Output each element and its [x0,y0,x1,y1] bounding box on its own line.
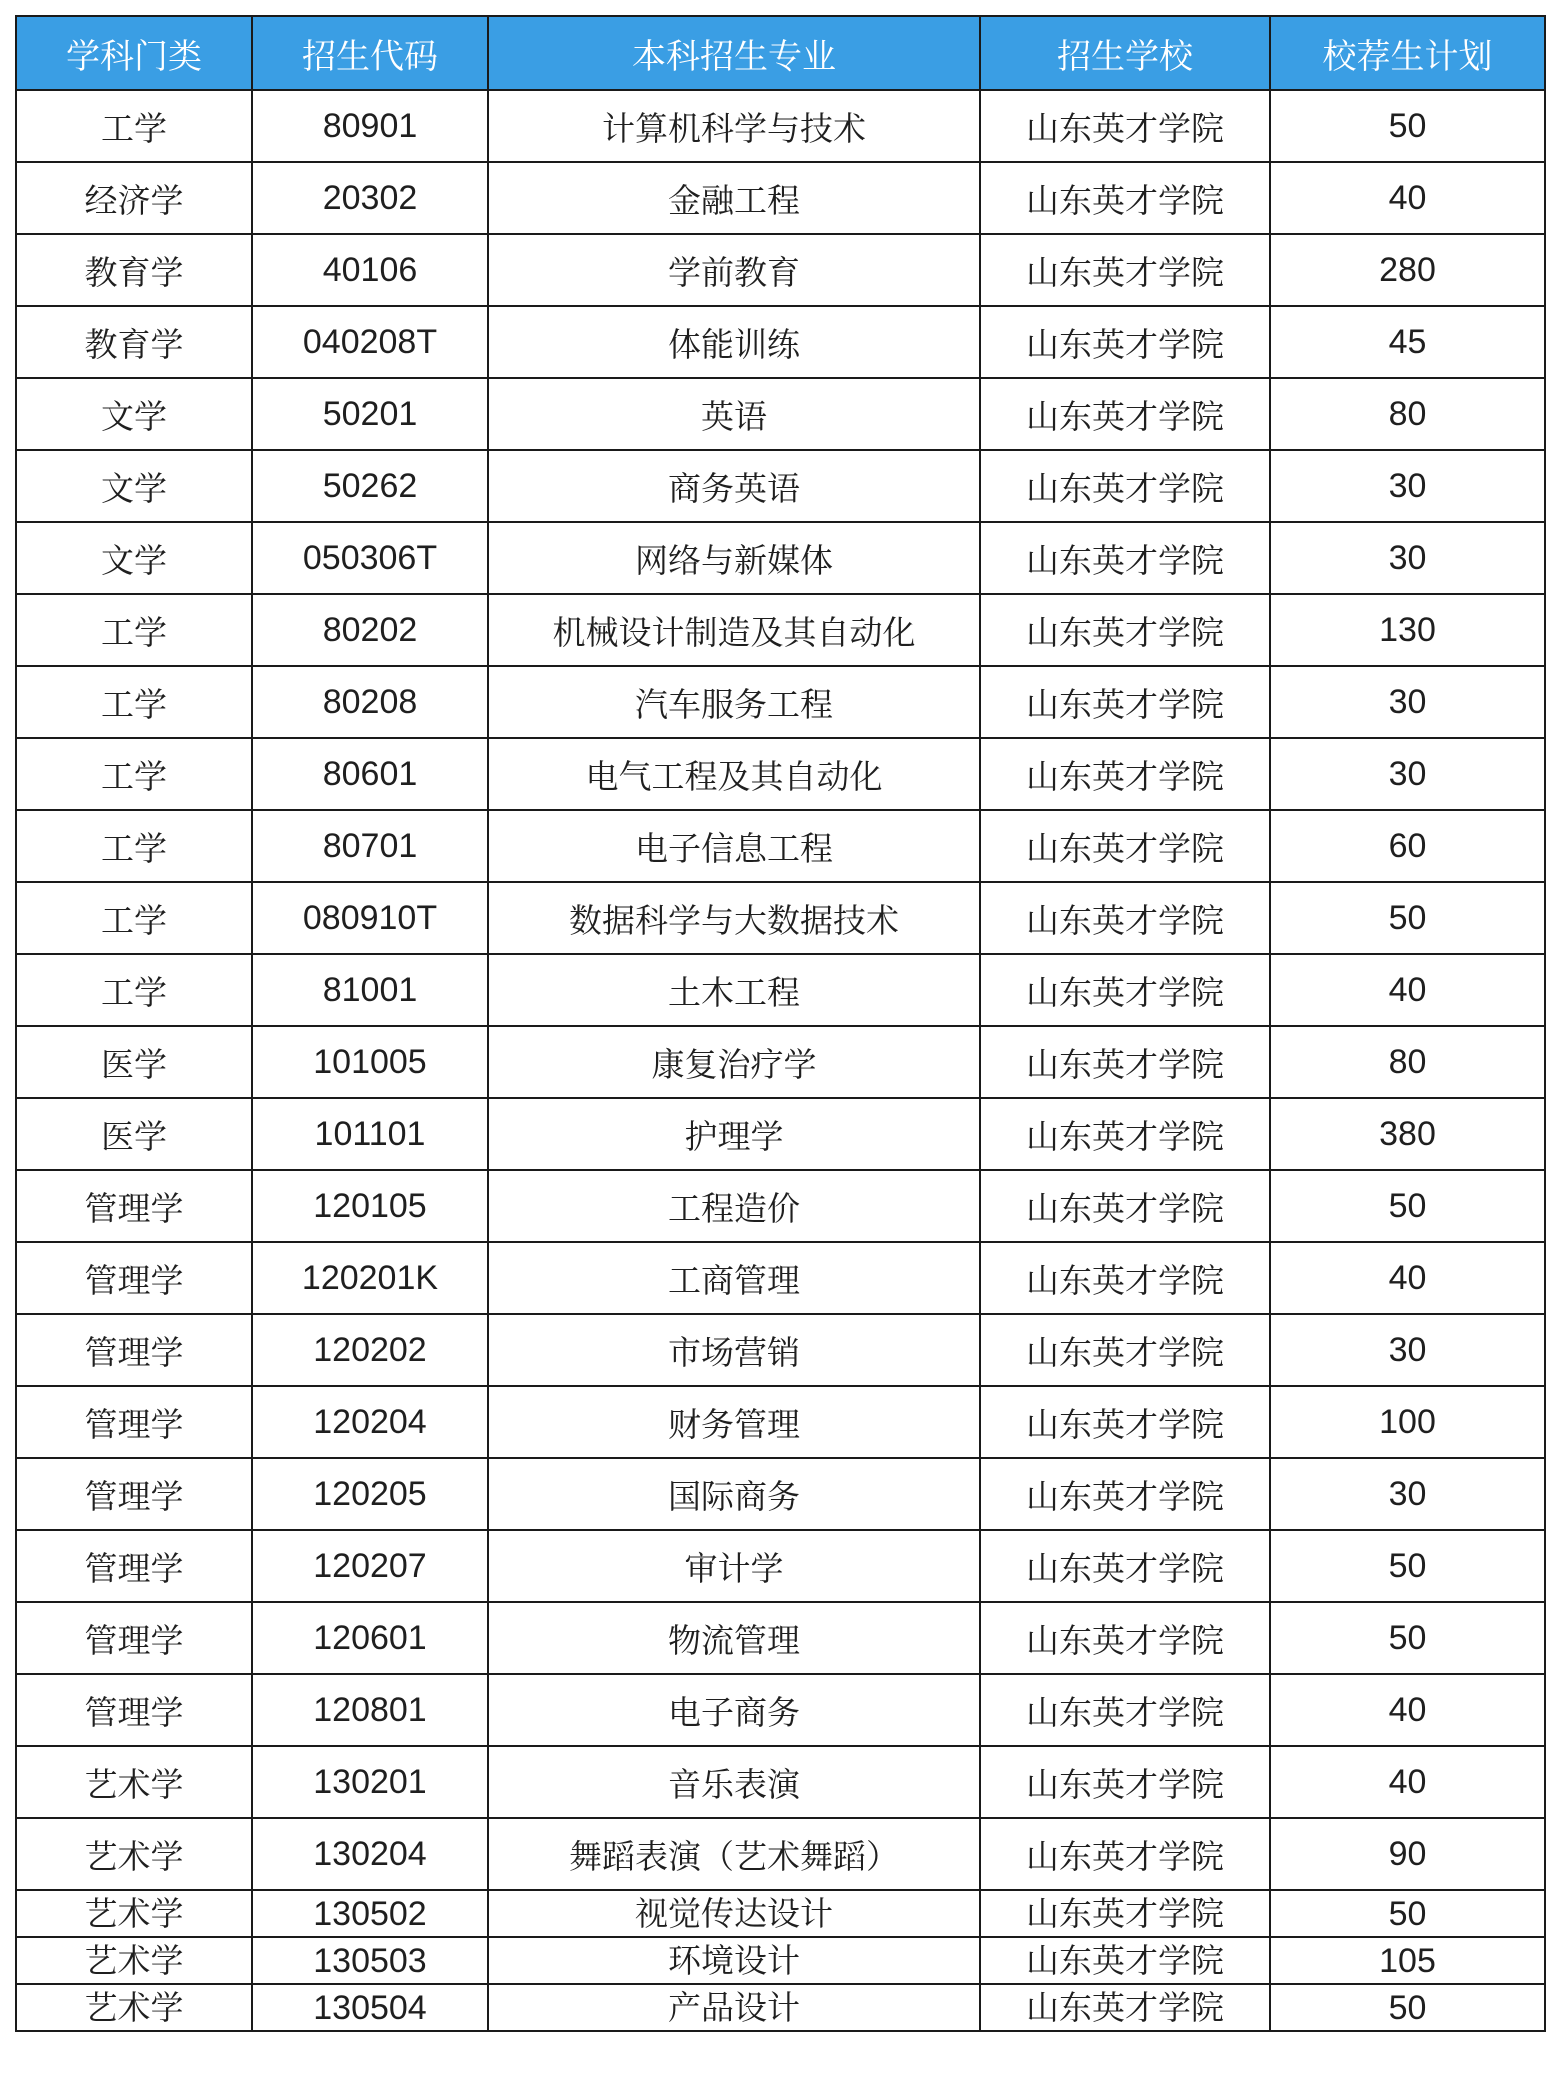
cell-major: 物流管理 [488,1602,980,1674]
cell-school: 山东英才学院 [980,954,1270,1026]
cell-school: 山东英才学院 [980,1458,1270,1530]
cell-major: 数据科学与大数据技术 [488,882,980,954]
table-row [16,450,1545,522]
cell-discipline-category: 艺术学 [16,1937,252,1984]
cell-quota: 30 [1270,1458,1545,1530]
cell-major: 体能训练 [488,306,980,378]
cell-quota: 90 [1270,1818,1545,1890]
cell-discipline-category: 工学 [16,90,252,162]
cell-quota: 40 [1270,1242,1545,1314]
cell-major: 电气工程及其自动化 [488,738,980,810]
cell-major: 护理学 [488,1098,980,1170]
cell-school: 山东英才学院 [980,1170,1270,1242]
header-enrollment-school: 招生学校 [980,16,1270,90]
header-recommended-quota: 校荐生计划 [1270,16,1545,90]
table-row [16,1530,1545,1602]
header-undergraduate-major: 本科招生专业 [488,16,980,90]
table-row [16,1314,1545,1386]
table-row [16,1890,1545,1937]
table-row [16,1242,1545,1314]
cell-enrollment-code: 120801 [252,1674,488,1746]
cell-enrollment-code: 120205 [252,1458,488,1530]
cell-major: 视觉传达设计 [488,1890,980,1937]
cell-quota: 80 [1270,378,1545,450]
cell-school: 山东英才学院 [980,1242,1270,1314]
table-row [16,1170,1545,1242]
cell-major: 网络与新媒体 [488,522,980,594]
cell-major: 学前教育 [488,234,980,306]
cell-school: 山东英才学院 [980,810,1270,882]
cell-school: 山东英才学院 [980,450,1270,522]
header-discipline-category: 学科门类 [16,16,252,90]
cell-major: 汽车服务工程 [488,666,980,738]
cell-quota: 50 [1270,882,1545,954]
cell-quota: 280 [1270,234,1545,306]
table-row [16,738,1545,810]
table-row [16,882,1545,954]
cell-discipline-category: 管理学 [16,1242,252,1314]
cell-quota: 50 [1270,1890,1545,1937]
cell-enrollment-code: 130204 [252,1818,488,1890]
cell-major: 电子商务 [488,1674,980,1746]
cell-discipline-category: 工学 [16,594,252,666]
cell-discipline-category: 艺术学 [16,1818,252,1890]
cell-quota: 50 [1270,1984,1545,2031]
table-row [16,522,1545,594]
table-row [16,810,1545,882]
cell-major: 金融工程 [488,162,980,234]
cell-enrollment-code: 130504 [252,1984,488,2031]
cell-discipline-category: 教育学 [16,306,252,378]
cell-enrollment-code: 101005 [252,1026,488,1098]
cell-discipline-category: 医学 [16,1026,252,1098]
cell-major: 环境设计 [488,1937,980,1984]
cell-school: 山东英才学院 [980,1386,1270,1458]
cell-school: 山东英才学院 [980,1314,1270,1386]
cell-school: 山东英才学院 [980,882,1270,954]
cell-school: 山东英才学院 [980,1984,1270,2031]
cell-school: 山东英才学院 [980,306,1270,378]
cell-school: 山东英才学院 [980,1026,1270,1098]
cell-enrollment-code: 80208 [252,666,488,738]
cell-discipline-category: 艺术学 [16,1984,252,2031]
cell-major: 审计学 [488,1530,980,1602]
cell-major: 计算机科学与技术 [488,90,980,162]
cell-enrollment-code: 80202 [252,594,488,666]
cell-school: 山东英才学院 [980,522,1270,594]
cell-school: 山东英才学院 [980,666,1270,738]
cell-major: 商务英语 [488,450,980,522]
cell-enrollment-code: 20302 [252,162,488,234]
cell-quota: 30 [1270,522,1545,594]
cell-school: 山东英才学院 [980,1937,1270,1984]
cell-major: 英语 [488,378,980,450]
cell-discipline-category: 工学 [16,882,252,954]
cell-enrollment-code: 080910T [252,882,488,954]
table-row [16,1818,1545,1890]
table-row [16,90,1545,162]
cell-quota: 30 [1270,738,1545,810]
table-row [16,162,1545,234]
cell-quota: 50 [1270,1602,1545,1674]
cell-major: 土木工程 [488,954,980,1026]
table-header-row [16,16,1545,90]
enrollment-plan-table [15,15,1546,2032]
cell-discipline-category: 工学 [16,954,252,1026]
cell-enrollment-code: 80601 [252,738,488,810]
table-body [16,90,1545,2031]
cell-quota: 30 [1270,666,1545,738]
cell-enrollment-code: 120204 [252,1386,488,1458]
cell-discipline-category: 管理学 [16,1458,252,1530]
cell-discipline-category: 医学 [16,1098,252,1170]
cell-major: 工程造价 [488,1170,980,1242]
table-row [16,1098,1545,1170]
cell-enrollment-code: 120207 [252,1530,488,1602]
cell-discipline-category: 工学 [16,738,252,810]
table-row [16,1386,1545,1458]
table-row [16,1026,1545,1098]
cell-discipline-category: 管理学 [16,1530,252,1602]
cell-quota: 45 [1270,306,1545,378]
cell-school: 山东英才学院 [980,1890,1270,1937]
cell-quota: 60 [1270,810,1545,882]
cell-quota: 50 [1270,1170,1545,1242]
cell-school: 山东英才学院 [980,90,1270,162]
cell-discipline-category: 管理学 [16,1386,252,1458]
table-row [16,1937,1545,1984]
table-row [16,594,1545,666]
cell-major: 电子信息工程 [488,810,980,882]
cell-school: 山东英才学院 [980,378,1270,450]
cell-quota: 40 [1270,1674,1545,1746]
table-row [16,378,1545,450]
cell-enrollment-code: 130201 [252,1746,488,1818]
cell-major: 产品设计 [488,1984,980,2031]
cell-enrollment-code: 80901 [252,90,488,162]
cell-major: 市场营销 [488,1314,980,1386]
cell-quota: 40 [1270,162,1545,234]
cell-quota: 40 [1270,1746,1545,1818]
cell-enrollment-code: 120105 [252,1170,488,1242]
cell-major: 国际商务 [488,1458,980,1530]
cell-discipline-category: 工学 [16,810,252,882]
cell-enrollment-code: 101101 [252,1098,488,1170]
cell-enrollment-code: 130502 [252,1890,488,1937]
cell-discipline-category: 文学 [16,522,252,594]
table-row [16,666,1545,738]
table-row [16,1602,1545,1674]
table-row [16,1458,1545,1530]
cell-enrollment-code: 120601 [252,1602,488,1674]
cell-school: 山东英才学院 [980,234,1270,306]
cell-discipline-category: 教育学 [16,234,252,306]
cell-enrollment-code: 120201K [252,1242,488,1314]
cell-discipline-category: 工学 [16,666,252,738]
cell-school: 山东英才学院 [980,738,1270,810]
cell-major: 财务管理 [488,1386,980,1458]
cell-quota: 40 [1270,954,1545,1026]
cell-discipline-category: 经济学 [16,162,252,234]
cell-school: 山东英才学院 [980,1602,1270,1674]
cell-quota: 130 [1270,594,1545,666]
cell-quota: 50 [1270,1530,1545,1602]
cell-discipline-category: 文学 [16,378,252,450]
table-row [16,306,1545,378]
table-row [16,1674,1545,1746]
cell-discipline-category: 管理学 [16,1674,252,1746]
cell-discipline-category: 管理学 [16,1314,252,1386]
cell-quota: 105 [1270,1937,1545,1984]
cell-school: 山东英才学院 [980,1098,1270,1170]
cell-enrollment-code: 50201 [252,378,488,450]
cell-school: 山东英才学院 [980,594,1270,666]
cell-major: 机械设计制造及其自动化 [488,594,980,666]
cell-discipline-category: 管理学 [16,1170,252,1242]
cell-school: 山东英才学院 [980,1674,1270,1746]
cell-quota: 30 [1270,1314,1545,1386]
cell-enrollment-code: 80701 [252,810,488,882]
cell-enrollment-code: 130503 [252,1937,488,1984]
cell-quota: 30 [1270,450,1545,522]
cell-school: 山东英才学院 [980,162,1270,234]
cell-school: 山东英才学院 [980,1818,1270,1890]
header-enrollment-code: 招生代码 [252,16,488,90]
cell-major: 康复治疗学 [488,1026,980,1098]
cell-enrollment-code: 40106 [252,234,488,306]
cell-discipline-category: 管理学 [16,1602,252,1674]
cell-school: 山东英才学院 [980,1530,1270,1602]
table-row [16,1984,1545,2031]
cell-quota: 80 [1270,1026,1545,1098]
cell-enrollment-code: 050306T [252,522,488,594]
cell-enrollment-code: 81001 [252,954,488,1026]
cell-enrollment-code: 040208T [252,306,488,378]
cell-major: 舞蹈表演（艺术舞蹈） [488,1818,980,1890]
table-row [16,954,1545,1026]
cell-discipline-category: 文学 [16,450,252,522]
table-row [16,1746,1545,1818]
cell-enrollment-code: 120202 [252,1314,488,1386]
cell-school: 山东英才学院 [980,1746,1270,1818]
cell-quota: 100 [1270,1386,1545,1458]
cell-major: 音乐表演 [488,1746,980,1818]
table-row [16,234,1545,306]
cell-discipline-category: 艺术学 [16,1746,252,1818]
cell-major: 工商管理 [488,1242,980,1314]
cell-discipline-category: 艺术学 [16,1890,252,1937]
cell-quota: 380 [1270,1098,1545,1170]
cell-enrollment-code: 50262 [252,450,488,522]
cell-quota: 50 [1270,90,1545,162]
